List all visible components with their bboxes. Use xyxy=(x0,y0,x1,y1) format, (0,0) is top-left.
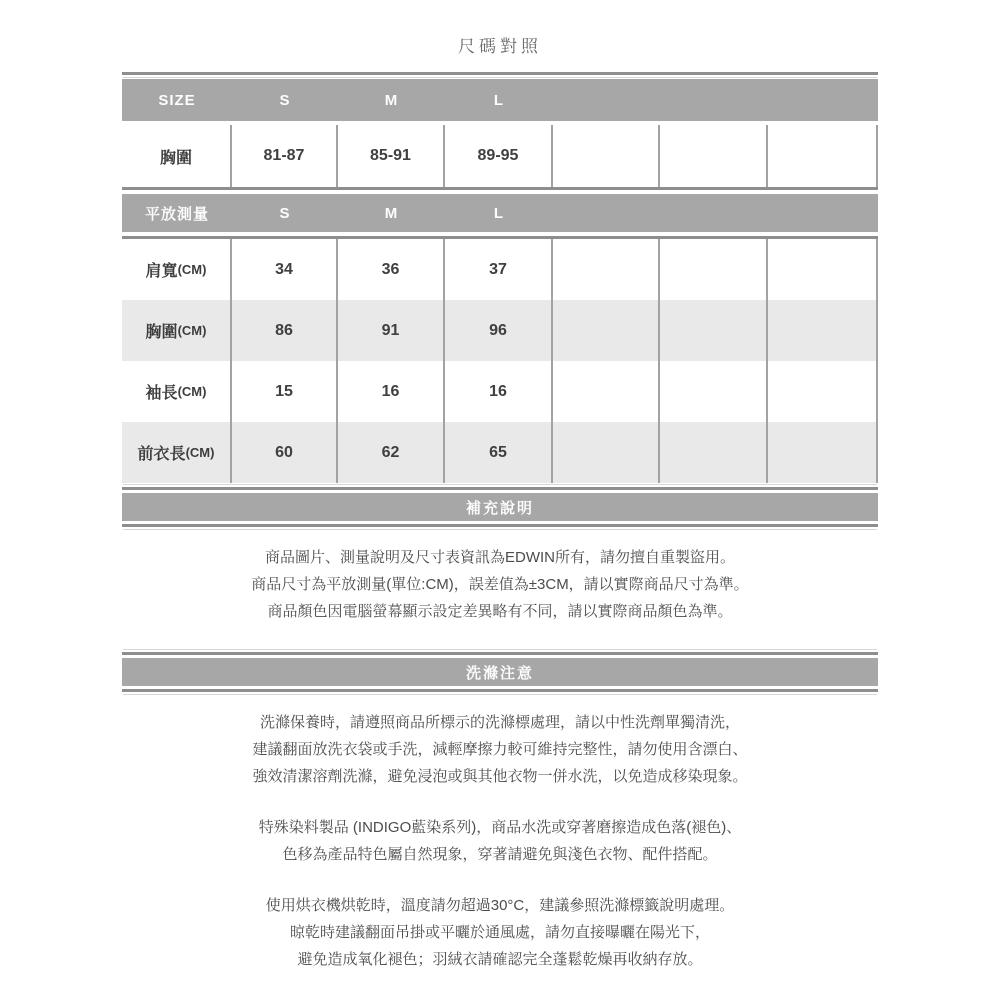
washing-paragraph-2 xyxy=(0,814,1000,868)
size-header-cell xyxy=(660,79,768,121)
size-header-cell xyxy=(660,194,768,232)
table-cell: 16 xyxy=(338,361,445,422)
table-cell xyxy=(660,239,768,300)
chest-size-row xyxy=(122,125,878,187)
bar-bottom-rule xyxy=(122,524,878,527)
note-line: 避免造成氧化褪色；羽絨衣請確認完全蓬鬆乾燥再收納存放。 xyxy=(297,951,703,968)
size-header-cell: L xyxy=(493,91,505,109)
table-divider-rule xyxy=(122,187,878,190)
chest-measure-row xyxy=(122,300,878,361)
size-header-cell xyxy=(768,194,878,232)
supplement-section xyxy=(122,487,878,527)
table-cell: 62 xyxy=(338,422,445,483)
table-cell xyxy=(553,422,660,483)
note-line: 色移為產品特色屬自然現象，穿著請避免與淺色衣物、配件搭配。 xyxy=(282,846,718,863)
table-cell: 37 xyxy=(445,239,553,300)
table-cell: 91 xyxy=(338,300,445,361)
table-cell: 36 xyxy=(338,239,445,300)
table-cell xyxy=(768,125,878,187)
flat-measure-header-row xyxy=(122,194,878,232)
note-line: 特殊染料製品 (INDIGO藍染系列)，商品水洗或穿著磨擦造成色落(褪色)、 xyxy=(258,819,742,836)
table-cell xyxy=(553,125,660,187)
size-header-cell xyxy=(553,79,660,121)
row-label: 胸圍 (CM) xyxy=(122,300,232,361)
note-line: 建議翻面放洗衣袋或手洗，減輕摩擦力較可維持完整性，請勿使用含漂白、 xyxy=(252,741,748,758)
table-cell xyxy=(768,300,878,361)
size-header-cell: M xyxy=(384,204,399,222)
washing-section xyxy=(122,652,878,692)
row-label: 前衣長 (CM) xyxy=(122,422,232,483)
flat-measure-label: 平放測量 xyxy=(144,205,209,223)
table-cell xyxy=(553,300,660,361)
table-cell: 85-91 xyxy=(338,125,445,187)
size-header-cell: M xyxy=(384,91,399,109)
note-line: 晾乾時建議翻面吊掛或平曬於通風處，請勿直接曝曬在陽光下， xyxy=(289,924,710,941)
table-cell xyxy=(768,239,878,300)
row-label: 胸圍 xyxy=(122,125,232,187)
shoulder-width-row xyxy=(122,239,878,300)
washing-paragraph-3 xyxy=(0,892,1000,973)
table-cell xyxy=(553,361,660,422)
table-cell: 15 xyxy=(232,361,338,422)
bar-top-rule xyxy=(122,487,878,490)
sleeve-length-row xyxy=(122,361,878,422)
size-header-row xyxy=(122,79,878,121)
section-header-washing: 洗滌注意 xyxy=(122,658,878,686)
section-header-supplement: 補充說明 xyxy=(122,493,878,521)
note-line: 商品尺寸為平放測量(單位:CM)，誤差值為±3CM，請以實際商品尺寸為準。 xyxy=(251,576,749,593)
table-cell: 65 xyxy=(445,422,553,483)
table-cell xyxy=(553,239,660,300)
size-header-cell: L xyxy=(493,204,505,222)
row-label: 袖長 (CM) xyxy=(122,361,232,422)
table-cell xyxy=(768,422,878,483)
table-cell: 60 xyxy=(232,422,338,483)
row-label: 肩寬 (CM) xyxy=(122,239,232,300)
size-header-cell: S xyxy=(279,204,291,222)
note-line: 商品圖片、測量說明及尺寸表資訊為EDWIN所有，請勿擅自重製盜用。 xyxy=(265,549,735,566)
size-header-cell xyxy=(553,194,660,232)
table-cell: 34 xyxy=(232,239,338,300)
table-cell: 81-87 xyxy=(232,125,338,187)
note-line: 洗滌保養時，請遵照商品所標示的洗滌標處理，請以中性洗劑單獨清洗， xyxy=(259,714,740,731)
size-header-label: SIZE xyxy=(158,91,196,109)
size-table xyxy=(122,72,878,483)
table-cell: 16 xyxy=(445,361,553,422)
note-line: 商品顏色因電腦螢幕顯示設定差異略有不同，請以實際商品顏色為準。 xyxy=(267,603,733,620)
supplement-notes xyxy=(0,544,1000,625)
page-title: 尺碼對照 xyxy=(458,37,542,56)
table-cell xyxy=(660,422,768,483)
note-line: 使用烘衣機烘乾時，溫度請勿超過30°C，建議參照洗滌標籤說明處理。 xyxy=(265,897,735,914)
table-top-rule xyxy=(122,72,878,75)
size-header-cell: S xyxy=(279,91,291,109)
note-line: 強效清潔溶劑洗滌，避免浸泡或與其他衣物一併水洗，以免造成移染現象。 xyxy=(252,768,748,785)
table-cell xyxy=(768,361,878,422)
bar-bottom-rule xyxy=(122,689,878,692)
table-cell xyxy=(660,361,768,422)
washing-paragraph-1 xyxy=(0,709,1000,790)
table-cell: 86 xyxy=(232,300,338,361)
table-cell: 89-95 xyxy=(445,125,553,187)
table-cell xyxy=(660,300,768,361)
table-cell: 96 xyxy=(445,300,553,361)
bar-top-rule xyxy=(122,652,878,655)
front-length-row xyxy=(122,422,878,483)
table-cell xyxy=(660,125,768,187)
size-header-cell xyxy=(768,79,878,121)
